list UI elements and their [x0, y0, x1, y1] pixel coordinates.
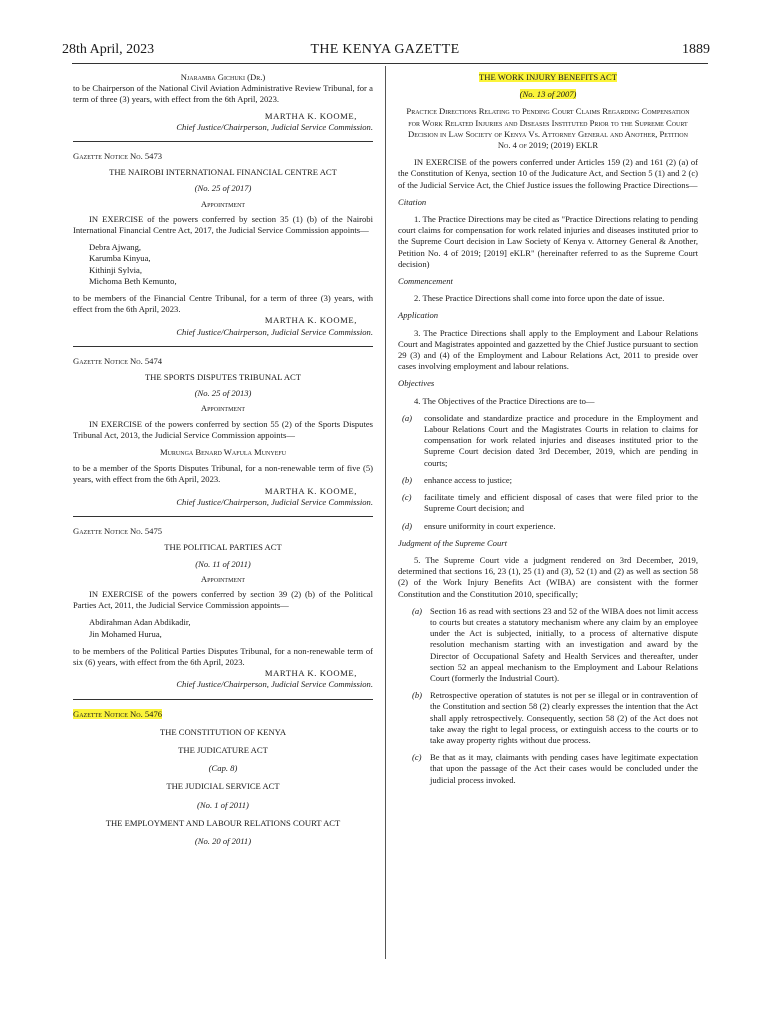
signatory-name: MARTHA K. KOOME, — [264, 485, 357, 496]
appointee-name: Debra Ajwang, — [89, 242, 142, 253]
signatory-name: MARTHA K. KOOME, — [264, 668, 357, 679]
section-heading: Appointment — [200, 198, 246, 209]
notice-body: IN EXERCISE of the powers conferred by section 55 (2) of the Sports Disputes Tribunal Act, 2013, the Judicial Service Commission appoints— — [73, 418, 373, 440]
notice-closing: to be a member of the Sports Disputes Tribunal, for a non-renewable term of five (5) years, with effect from the 6th April, 2023. — [73, 463, 373, 485]
objective-marker: (d) — [402, 520, 413, 531]
gazette-notice-number: Gazette Notice No. 5474 — [73, 355, 163, 366]
application-paragraph: 3. The Practice Directions shall apply to the Employment and Labour Relations Court and Magistrates appointed and gazzetted by the Chief Justice pursuant to section 29 (3) and (4) of the Employment and Labour Relations Act, 2011 to preside over cases involving employment and labour relations. — [398, 327, 698, 372]
act-chapter: (Cap. 8) — [208, 763, 238, 774]
act-title: THE NAIROBI INTERNATIONAL FINANCIAL CENTRE ACT — [109, 167, 337, 178]
commencement-heading: Commencement — [398, 276, 453, 287]
judgment-intro: 5. The Supreme Court vide a judgment rendered on 3rd December, 2019, determined that sections 16, 23 (1), 25 (1) and (3), 52 (1) and (2) as well as section 58 (2) of the Work Injury Benefits Act (WIBA) are consistent with the former Constitution and the Constitution 2010, specifically; — [398, 554, 698, 599]
appointee-name: Murunga Benard Wafula Munyefu — [159, 447, 287, 458]
appointee-name: Jin Mohamed Hurua, — [89, 628, 162, 639]
judgment-item — [398, 690, 698, 746]
citation-paragraph: 1. The Practice Directions may be cited as "Practice Directions relating to pending court claims for compensation for work related injuries and diseases instituted prior to the Supreme Court decision in Law Society of Kenya v. Attorney General & Another, Petition No. 4 of 2019; [2019] eKLR" (hereinafter referred to as the Supreme Court decision) — [398, 214, 698, 269]
header-title: THE KENYA GAZETTE — [310, 42, 460, 57]
act-number: (No. 1 of 2011) — [197, 799, 249, 810]
judgment-item — [398, 752, 698, 786]
judgment-text: Section 16 as read with sections 23 and 52 of the WIBA does not limit access to courts but creates a statutory mechanism where any claim by an employee under the Act is subjected, initially, to a process of alternative dispute resolution mechanism starting with an investigation and award by the Director of Occupational Safety and Health Services and thereafter, under section 52 an appeal mechanism to the Employment and Labour Relations Court (formerly the Industrial Court). — [430, 605, 698, 683]
intro-paragraph: IN EXERCISE of the powers conferred under Articles 159 (2) and 161 (2) (a) of the Constitution of Kenya, section 10 of the Judicature Act, and Section 5 (1) and 2 (c) of the Judicial Service Act, the Chief Justice issues the following Practice Directions— — [398, 157, 698, 190]
objectives-heading: Objectives — [398, 378, 435, 389]
act-title — [398, 72, 698, 83]
act-title: THE SPORTS DISPUTES TRIBUNAL ACT — [144, 372, 302, 383]
appointee-name: Abdirahman Adan Abdikadir, — [89, 617, 191, 628]
notice-closing: to be members of the Financial Centre Tribunal, for a term of three (3) years, with effect from the 6th April, 2023. — [73, 293, 373, 315]
act-title: THE JUDICATURE ACT — [178, 744, 268, 755]
signatory-title: Chief Justice/Chairperson, Judicial Service Commission. — [176, 326, 373, 337]
separator — [73, 141, 373, 142]
application-heading: Application — [398, 310, 439, 321]
highlighted-notice-number: Gazette Notice No. 5476 — [73, 708, 163, 719]
practice-directions-title: Practice Directions Relating to Pending Court Claims Regarding Compensation for Work Related Injuries and Diseases Instituted Prior to the Supreme Court Decision in Law Society of Kenya Vs. Attorney General and Another, Petition No. 4 of 2019; (2019) EKLR — [406, 106, 690, 151]
objective-text: facilitate timely and efficient disposal of cases that were filed prior to the Supreme Court decision; and — [424, 492, 698, 514]
header-rule — [72, 63, 708, 64]
act-number — [398, 89, 698, 100]
appointee-name: Michoma Beth Kemunto, — [89, 275, 177, 286]
separator — [73, 516, 373, 517]
separator — [73, 699, 373, 700]
act-title: THE CONSTITUTION OF KENYA — [159, 726, 287, 737]
act-title: THE POLITICAL PARTIES ACT — [164, 542, 282, 553]
judgment-text: Retrospective operation of statutes is not per se illegal or in contravention of the Constitution and section 58 (2) clearly expresses the intention that the Act shall apply retrospectively. Consequently, section 58 (2) of the Act does not take away the right to legal process, or extinguish access to the courts or to take away property rights without due process. — [430, 690, 698, 745]
separator — [73, 346, 373, 347]
section-heading: Appointment — [200, 573, 246, 584]
objective-text: enhance access to justice; — [424, 474, 513, 485]
appointee-name: Karumba Kinyua, — [89, 253, 151, 264]
judgment-heading: Judgment of the Supreme Court — [398, 537, 507, 548]
gazette-notice-number: Gazette Notice No. 5473 — [73, 151, 163, 162]
signatory-name: MARTHA K. KOOME, — [264, 110, 357, 121]
act-number: (No. 11 of 2011) — [195, 558, 251, 569]
signatory-title: Chief Justice/Chairperson, Judicial Service Commission. — [176, 679, 373, 690]
header-date: 28th April, 2023 — [62, 42, 155, 57]
signatory-title: Chief Justice/Chairperson, Judicial Service Commission. — [176, 496, 373, 507]
gazette-notice-number: Gazette Notice No. 5475 — [73, 526, 163, 537]
objective-item — [398, 413, 698, 469]
act-title: THE EMPLOYMENT AND LABOUR RELATIONS COURT ACT — [105, 817, 341, 828]
commencement-paragraph: 2. These Practice Directions shall come into force upon the date of issue. — [414, 293, 665, 304]
gazette-notice-number — [73, 709, 373, 720]
appointee-name: Njaramba Gichuki (Dr.) — [180, 72, 266, 82]
left-column — [73, 66, 373, 847]
act-title: THE JUDICIAL SERVICE ACT — [166, 781, 280, 792]
objective-item — [398, 475, 698, 486]
objectives-intro: 4. The Objectives of the Practice Directions are to— — [414, 395, 595, 406]
objective-text: ensure uniformity in court experience. — [424, 520, 556, 531]
highlighted-act-title: THE WORK INJURY BENEFITS ACT — [479, 72, 617, 82]
judgment-marker: (b) — [412, 690, 423, 701]
judgment-marker: (c) — [412, 752, 422, 763]
signatory-name: MARTHA K. KOOME, — [264, 315, 357, 326]
objective-marker: (a) — [402, 412, 413, 423]
appointment-text: to be Chairperson of the National Civil Aviation Administrative Review Tribunal, for a term of three (3) years, with effect from the 6th April, 2023. — [73, 83, 373, 105]
right-column — [398, 66, 698, 786]
column-divider — [385, 66, 386, 959]
appointee-name: Kithinji Sylvia, — [89, 264, 142, 275]
header-page-number: 1889 — [682, 42, 710, 57]
objective-marker: (c) — [402, 492, 412, 503]
section-heading: Appointment — [200, 403, 246, 414]
act-number: (No. 25 of 2013) — [194, 388, 252, 399]
signatory-title: Chief Justice/Chairperson, Judicial Service Commission. — [176, 121, 373, 132]
objective-item — [398, 492, 698, 514]
act-number: (No. 20 of 2011) — [194, 835, 252, 846]
judgment-text: Be that as it may, claimants with pending cases have legitimate expectation that upon the passage of the Act their cases would be concluded under the judicial process invoked. — [430, 752, 698, 785]
judgment-marker: (a) — [412, 605, 423, 616]
highlighted-act-number: (No. 13 of 2007) — [519, 89, 577, 100]
objective-marker: (b) — [402, 474, 413, 485]
citation-heading: Citation — [398, 196, 427, 207]
objective-text: consolidate and standardize practice and procedure in the Employment and Labour Relations Court and the Magistrates Courts in relation to claims for compensation for work related injuries and diseases instituted prior to the Supreme Court decision dated 3rd December, 2019, which are pending in courts; — [424, 412, 698, 468]
objective-item — [398, 521, 698, 532]
page-header — [60, 40, 710, 64]
notice-body: IN EXERCISE of the powers conferred by section 39 (2) (b) of the Political Parties Act, 2011, the Judicial Service Commission appoints— — [73, 588, 373, 611]
act-number: (No. 25 of 2017) — [194, 183, 252, 194]
notice-closing: to be members of the Political Parties Disputes Tribunal, for a non-renewable term of six (6) years, with effect from the 6th April, 2023. — [73, 645, 373, 667]
judgment-item — [398, 606, 698, 684]
notice-body: IN EXERCISE of the powers conferred by section 35 (1) (b) of the Nairobi International Financial Centre Act, 2017, the Judicial Service Commission appoints— — [73, 213, 373, 236]
